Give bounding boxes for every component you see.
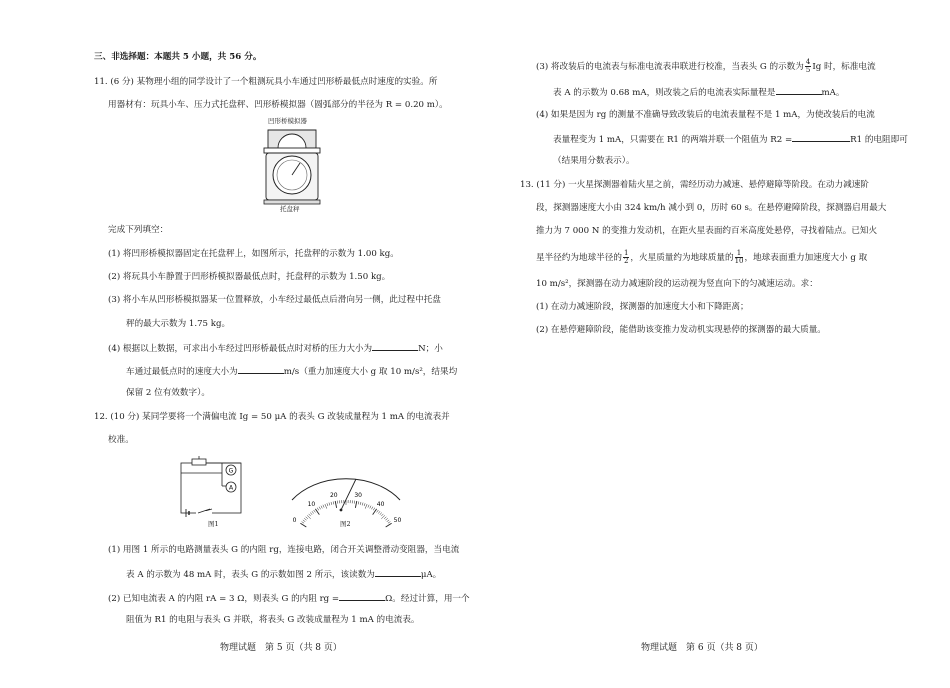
dial-tick [310, 513, 312, 515]
q11-line2: 用器材有：玩具小车、压力式托盘秤、凹形桥模拟器（圆弧部分的半径为 R = 0.20 m）。 [108, 100, 448, 110]
dial-tick [377, 510, 379, 512]
fig2-label: 图2 [340, 520, 351, 528]
q11-step3b: 秤的最大示数为 1.75 kg。 [126, 319, 231, 329]
fraction: $\frac{4}{5}$ [805, 58, 811, 74]
dial-tick [314, 510, 316, 512]
q13-part1: (1) 在动力减速阶段，探测器的加速度大小和下降距离； [536, 302, 749, 312]
q12-step4c: （结果用分数表示）。 [553, 156, 635, 166]
q13-part2: (2) 在悬停避障阶段，能借助该变推力发动机实现悬停的探测器的最大质量。 [536, 325, 826, 335]
q12-step2a: (2) 已知电流表 A 的内阻 rA = 3 Ω，则表头 G 的内阻 rg = Ω。经过计算，用一个 [108, 594, 470, 604]
dial-tick [373, 509, 377, 515]
answer-blank [792, 134, 850, 142]
dial-tick [335, 501, 336, 508]
q13-line3: 推力为 7 000 N 的变推力发动机，在距火星表面约百米高度处悬停，寻找着陆点。已知火 [536, 226, 878, 236]
dial-tick [304, 518, 306, 520]
meter-g-label: G [228, 467, 234, 475]
dial-tick [380, 513, 382, 515]
dial-tick [302, 522, 304, 524]
dial-tick [300, 523, 306, 527]
dial-tick [386, 523, 392, 527]
dial-tick-label: 10 [307, 500, 316, 508]
section-title: 三、非选择题：本题共 5 小题，共 56 分。 [94, 52, 262, 62]
dial-tick [381, 514, 383, 516]
dial-tick [364, 503, 365, 506]
dial-tick [388, 522, 390, 524]
dial-tick [315, 509, 319, 515]
dial-tick [362, 503, 363, 506]
q12-line2: 校准。 [108, 435, 134, 445]
dial-tick [325, 504, 327, 509]
dial-tick-label: 50 [393, 516, 402, 524]
q13-line1: 13. (11 分) 一火星探测器着陆火星之前，需经历动力减速、悬停避障等阶段。在动力减速阶 [520, 180, 869, 190]
q11-step4a: (4) 根据以上数据，可求出小车经过凹形桥最低点时对桥的压力大小为 N；小 [108, 344, 443, 354]
dial-tick [306, 517, 308, 519]
page-footer-left: 物理试题 第 5 页（共 8 页） [220, 643, 342, 653]
dial-tick [358, 501, 359, 504]
dial-tick [329, 503, 330, 506]
fig1-label: 图1 [208, 520, 219, 528]
q13-line5: 10 m/s²，探测器在动力减速阶段的运动视为竖直向下的匀减速运动。求： [536, 279, 818, 289]
answer-blank [776, 87, 822, 95]
q11-line1: 11. (6 分) 某物理小组的同学设计了一个粗测玩具小车通过凹形桥最低点时速度的实验。所 [94, 77, 438, 87]
dial-tick [378, 511, 380, 513]
dial-tick [317, 508, 319, 511]
q11-step4c: 保留 2 位有效数字）。 [126, 388, 210, 398]
dial-tick [333, 501, 334, 504]
dial-tick [371, 507, 372, 510]
q11-step4b: 车通过最低点时的速度大小为 m/s（重力加速度大小 g 取 10 m/s²，结果均 [126, 367, 458, 377]
circuit-diagram [178, 456, 258, 518]
dial-tick [384, 517, 386, 519]
scale-figure [262, 118, 322, 214]
dial-tick [373, 508, 375, 511]
q12-step4a: (4) 如果是因为 rg 的测量不准确导致改装后的电流表量程不是 1 mA，为使改装后的电流 [536, 110, 875, 120]
dial-tick [303, 520, 305, 522]
dial-tick-label: 30 [354, 492, 363, 500]
dial-tick [331, 502, 332, 505]
answer-blank [339, 593, 385, 601]
dial-tick-label: 40 [376, 500, 385, 508]
dial-tick [323, 505, 324, 508]
bridge-label: 凹形桥模拟器 [268, 117, 307, 125]
q12-step2b: 阻值为 R1 的电阻与表头 G 并联，将表头 G 改装成量程为 1 mA 的电流表。 [126, 615, 420, 625]
q12-step3b: 表 A 的示数为 0.68 mA，则改装之后的电流表实际量程是 mA。 [553, 88, 845, 98]
q11-step1: (1) 将凹形桥模拟器固定在托盘秤上，如图所示，托盘秤的示数为 1.00 kg。 [108, 249, 399, 259]
q13-line2: 段，探测器速度大小由 324 km/h 减小到 0，历时 60 s。在悬停避障阶段，探测器启用最大 [536, 203, 887, 213]
answer-blank [238, 366, 284, 374]
bridge-scale-drawing [262, 118, 322, 214]
dial-tick [365, 504, 367, 509]
dial-tick [360, 502, 361, 505]
q12-step3a: (3) 将改装后的电流表与标准电流表串联进行校准，当表头 G 的示数为 $\frac{4}{5}$ Ig 时，标准电流 [536, 58, 876, 74]
dial-tick [309, 514, 311, 516]
q11-intro: 完成下列填空： [108, 225, 169, 235]
dial-tick [319, 507, 320, 510]
dial-tick [327, 503, 328, 506]
dial-tick [387, 520, 389, 522]
scale-label: 托盘秤 [280, 205, 300, 213]
dial-tick-label: 20 [329, 492, 338, 500]
page-footer-right: 物理试题 第 6 页（共 8 页） [641, 643, 763, 653]
q12-line1: 12. (10 分) 某同学要将一个满偏电流 Ig = 50 μA 的表头 G 改装成量程为 1 mA 的电流表并 [94, 412, 450, 422]
q13-line4: 星半径约为地球半径的 $\frac{1}{2}$ ，火星质量约为地球质量的 $\frac{1}{10}$ ，地球表面重力加速度大小 g 取 [536, 249, 868, 265]
q12-step1a: (1) 用图 1 所示的电路测量表头 G 的内阻 rg，连接电路，闭合开关调整滑动变阻器，当电流 [108, 545, 460, 555]
fraction: $\frac{1}{2}$ [623, 249, 629, 265]
answer-blank [375, 569, 421, 577]
dial-tick [321, 506, 322, 509]
dial-tick [312, 511, 314, 513]
answer-blank [372, 343, 418, 351]
fraction: $\frac{1}{10}$ [734, 249, 744, 265]
q12-step4b: 表量程变为 1 mA，只需要在 R1 的两端并联一个阻值为 R2 = R1 的电阻即可 [553, 135, 908, 145]
q12-step1b: 表 A 的示数为 48 mA 时，表头 G 的示数如图 2 所示，该读数为 μA。 [126, 570, 442, 580]
q11-step3a: (3) 将小车从凹形桥模拟器某一位置释放，小车经过最低点后滑向另一侧，此过程中托盘 [108, 295, 441, 305]
dial-tick [385, 518, 387, 520]
meter-a-label: A [228, 484, 234, 492]
dial-tick [355, 501, 356, 508]
dial-tick-label: 0 [292, 516, 297, 524]
dial-tick [370, 506, 371, 509]
dial-tick [368, 505, 369, 508]
q11-step2: (2) 将玩具小车静置于凹形桥模拟器最低点时，托盘秤的示数为 1.50 kg。 [108, 272, 391, 282]
